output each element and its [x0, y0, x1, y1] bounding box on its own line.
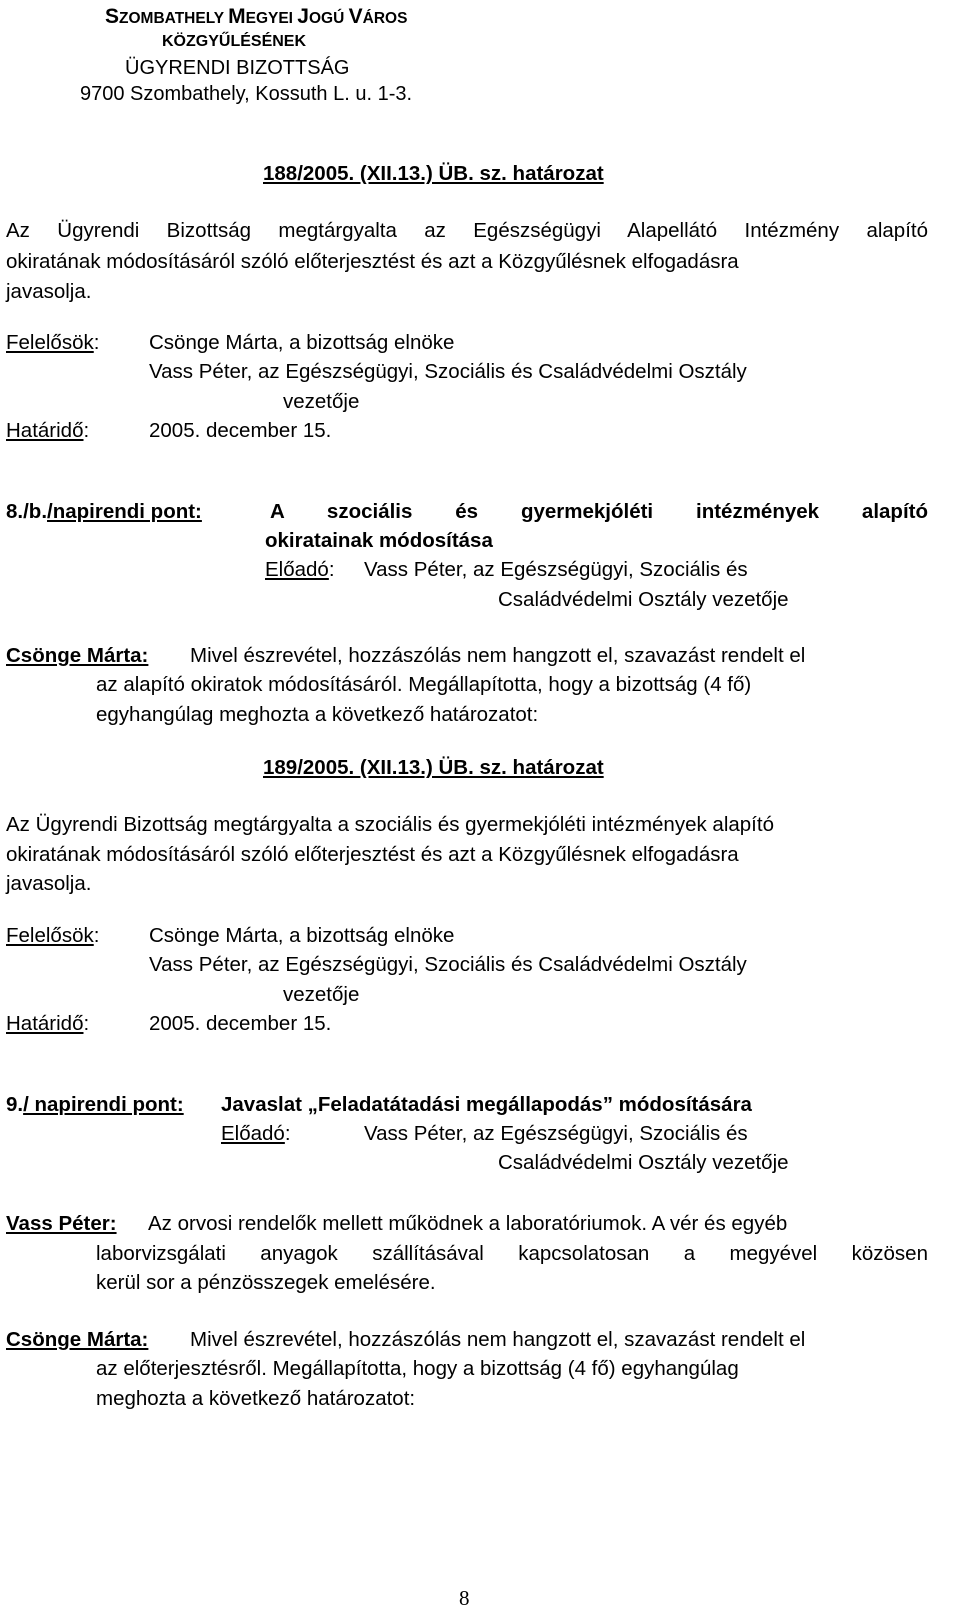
responsible-label: Felelősök: — [6, 924, 100, 947]
resolution-body-line: Az Ügyrendi Bizottság megtárgyalta a szociális és gyermekjóléti intézmények alapító — [6, 813, 774, 836]
agenda-title-line: okiratainak módosítása — [265, 529, 493, 552]
statement-line: egyhangúlag meghozta a következő határozatot: — [96, 703, 539, 726]
presenter-label: Előadó: — [221, 1122, 291, 1145]
responsible-name: Csönge Márta, a bizottság elnöke — [149, 331, 455, 354]
presenter-label: Előadó: — [265, 558, 335, 581]
deadline-label: Határidő: — [6, 419, 90, 442]
statement-line: Mivel észrevétel, hozzászólás nem hangzott el, szavazást rendelt el — [190, 644, 806, 667]
statement-line: az előterjesztésről. Megállapította, hogy a bizottság (4 fő) egyhangúlag — [96, 1357, 739, 1380]
responsible-name: Vass Péter, az Egészségügyi, Szociális és Családvédelmi Osztály — [149, 360, 747, 383]
responsible-name: Vass Péter, az Egészségügyi, Szociális és Családvédelmi Osztály — [149, 953, 747, 976]
header-municipality: SZOMBATHELY MEGYEI JOGÚ VÁROS — [105, 5, 408, 28]
responsible-name-cont: vezetője — [283, 390, 360, 413]
deadline-value: 2005. december 15. — [149, 1012, 332, 1035]
speaker-name: Csönge Márta: — [6, 644, 149, 667]
statement-line: Az orvosi rendelők mellett működnek a laboratóriumok. A vér és egyéb — [148, 1212, 788, 1235]
deadline-value: 2005. december 15. — [149, 419, 332, 442]
resolution-body-line: javasolja. — [6, 280, 92, 303]
statement-line: kerül sor a pénzösszegek emelésére. — [96, 1271, 436, 1294]
resolution-title: 189/2005. (XII.13.) ÜB. sz. határozat — [263, 756, 604, 779]
responsible-name: Csönge Márta, a bizottság elnöke — [149, 924, 455, 947]
statement-line: laborvizsgálati anyagok szállításával kapcsolatosan a megyével közösen — [96, 1242, 928, 1265]
header-assembly: KÖZGYŰLÉSÉNEK — [162, 33, 307, 50]
agenda-title-line: Javaslat „Feladatátadási megállapodás” módosítására — [221, 1093, 752, 1116]
deadline-label: Határidő: — [6, 1012, 90, 1035]
resolution-title: 188/2005. (XII.13.) ÜB. sz. határozat — [263, 162, 604, 185]
responsible-name-cont: vezetője — [283, 983, 360, 1006]
statement-line: Mivel észrevétel, hozzászólás nem hangzott el, szavazást rendelt el — [190, 1328, 806, 1351]
responsible-label: Felelősök: — [6, 331, 100, 354]
presenter-name: Vass Péter, az Egészségügyi, Szociális és — [364, 558, 748, 581]
agenda-title-line: A szociális és gyermekjóléti intézmények alapító — [270, 500, 928, 523]
resolution-body-line: javasolja. — [6, 872, 92, 895]
header-committee: ÜGYRENDI BIZOTTSÁG — [125, 57, 350, 79]
resolution-body-line: Az Ügyrendi Bizottság megtárgyalta az Egészségügyi Alapellátó Intézmény alapító — [6, 219, 928, 242]
presenter-name: Vass Péter, az Egészségügyi, Szociális és — [364, 1122, 748, 1145]
header-address: 9700 Szombathely, Kossuth L. u. 1-3. — [80, 83, 413, 105]
agenda-number: 8./b./napirendi pont: — [6, 500, 202, 523]
presenter-name-cont: Családvédelmi Osztály vezetője — [498, 1151, 789, 1174]
resolution-body-line: okiratának módosításáról szóló előterjesztést és azt a Közgyűlésnek elfogadásra — [6, 250, 739, 273]
presenter-name-cont: Családvédelmi Osztály vezetője — [498, 588, 789, 611]
page-number: 8 — [459, 1586, 470, 1610]
statement-line: az alapító okiratok módosításáról. Megállapította, hogy a bizottság (4 fő) — [96, 673, 752, 696]
statement-line: meghozta a következő határozatot: — [96, 1387, 416, 1410]
agenda-number: 9./ napirendi pont: — [6, 1093, 184, 1116]
speaker-name: Csönge Márta: — [6, 1328, 149, 1351]
speaker-name: Vass Péter: — [6, 1212, 117, 1235]
resolution-body-line: okiratának módosításáról szóló előterjesztést és azt a Közgyűlésnek elfogadásra — [6, 843, 739, 866]
